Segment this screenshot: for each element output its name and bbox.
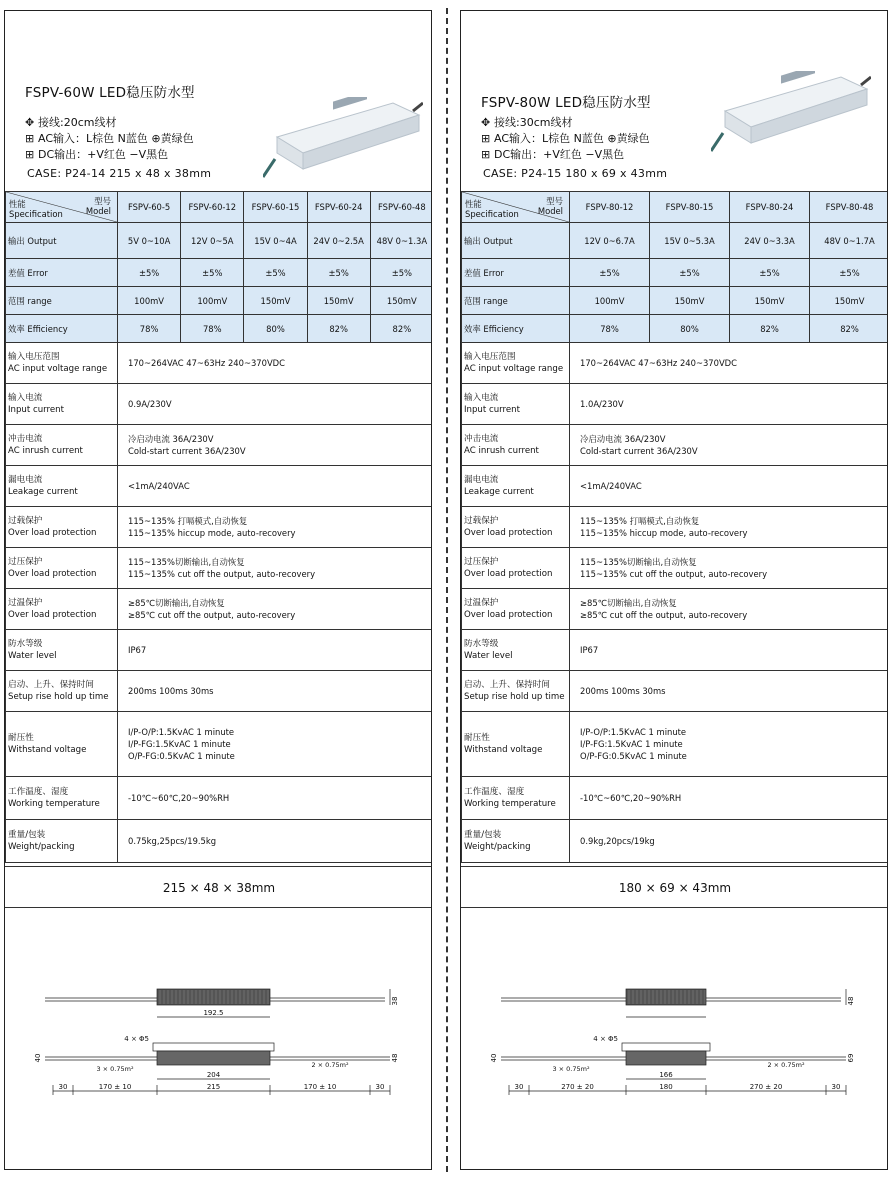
spec-value: ±5%: [307, 259, 370, 287]
spec-label: 差值 Error: [462, 259, 570, 287]
spec-label: 效率 Efficiency: [462, 315, 570, 343]
dim-height-top: 38: [391, 996, 399, 1006]
spec-value: 150mV: [244, 287, 307, 315]
wire-left-label: 3 × 0.75m²: [96, 1065, 134, 1073]
general-spec-row: [6, 466, 433, 507]
dim-d3: 180: [659, 1083, 673, 1091]
model-cell: FSPV-80-15: [650, 192, 730, 223]
spec-value: 200ms 100ms 30ms: [570, 671, 889, 712]
spec-label: 过载保护 Over load protection: [462, 507, 570, 548]
spec-value: IP67: [570, 630, 889, 671]
technical-drawing: [461, 971, 888, 1111]
general-spec-row: [6, 507, 433, 548]
feature-item: [25, 115, 194, 131]
spec-value: 冷启动电流 36A/230V Cold-start current 36A/230V: [570, 425, 889, 466]
grid-icon: ⊞: [25, 148, 35, 161]
spec-value: 82%: [370, 315, 432, 343]
spec-value: 115~135% 打嗝模式,自动恢复 115~135% hiccup mode, auto-recovery: [570, 507, 889, 548]
product-title: FSPV-60W LED稳压防水型: [25, 85, 195, 101]
spec-value: 115~135%切断输出,自动恢复 115~135% cut off the output, auto-recovery: [118, 548, 433, 589]
dim-d4: 170 ± 10: [303, 1083, 337, 1091]
spec-label: 耐压性 Withstand voltage: [462, 712, 570, 777]
output-spec-row: [6, 315, 433, 343]
model-cell: FSPV-60-48: [370, 192, 432, 223]
spec-value: ±5%: [650, 259, 730, 287]
model-cell: FSPV-60-15: [244, 192, 307, 223]
dim-d2: 270 ± 20: [561, 1083, 594, 1091]
dim-d5: 30: [375, 1083, 385, 1091]
spec-label: 重量/包装 Weight/packing: [462, 820, 570, 863]
dim-inner: 204: [206, 1071, 221, 1079]
model-caption: 型号 Model: [85, 196, 111, 216]
spec-value: 100mV: [570, 287, 650, 315]
spec-caption: 性能 Specification: [9, 199, 63, 219]
spec-label: 漏电电流 Leakage current: [462, 466, 570, 507]
spec-value: I/P-O/P:1.5KvAC 1 minute I/P-FG:1.5KvAC 1 minute O/P-FG:0.5KvAC 1 minute: [570, 712, 889, 777]
wiring-icon: ✥: [481, 116, 491, 129]
spec-label: 冲击电流 AC inrush current: [6, 425, 118, 466]
spec-value: -10℃~60℃,20~90%RH: [570, 777, 889, 820]
spec-value: 100mV: [118, 287, 181, 315]
feature-item: [25, 147, 194, 163]
model-header-row: [462, 192, 889, 223]
dim-d2: 170 ± 10: [98, 1083, 132, 1091]
spec-value: 115~135%切断输出,自动恢复 115~135% cut off the output, auto-recovery: [570, 548, 889, 589]
spec-value: ±5%: [370, 259, 432, 287]
output-spec-row: [462, 287, 889, 315]
general-spec-row: [6, 630, 433, 671]
spec-value: ±5%: [810, 259, 889, 287]
dimensions-box: [5, 866, 432, 908]
spec-value: 80%: [244, 315, 307, 343]
spec-value: 5V 0~10A: [118, 223, 181, 259]
spec-value: 170~264VAC 47~63Hz 240~370VDC: [118, 343, 433, 384]
spec-value: ±5%: [244, 259, 307, 287]
feature-item: [25, 131, 194, 147]
spec-value: 15V 0~4A: [244, 223, 307, 259]
model-cell: FSPV-80-12: [570, 192, 650, 223]
spec-value: 150mV: [730, 287, 810, 315]
spec-table: [5, 191, 432, 863]
spec-value: 150mV: [370, 287, 432, 315]
spec-label: 过温保护 Over load protection: [6, 589, 118, 630]
general-spec-row: [6, 425, 433, 466]
dim-holes: 4 × Φ5: [593, 1035, 618, 1043]
general-spec-row: [6, 548, 433, 589]
spec-value: 78%: [181, 315, 244, 343]
feature-text: 接线:30cm线材: [494, 116, 573, 129]
spec-value: ±5%: [118, 259, 181, 287]
header-corner-cell: [462, 192, 570, 223]
spec-value: 78%: [118, 315, 181, 343]
general-spec-row: [6, 712, 433, 777]
case-label: CASE: P24-14 215 x 48 x 38mm: [27, 167, 212, 180]
header-corner-cell: [6, 192, 118, 223]
spec-value: 150mV: [307, 287, 370, 315]
wire-right-label: 2 × 0.75m²: [311, 1061, 349, 1069]
feature-text: DC输出：+V红色 −V黑色: [494, 148, 625, 161]
output-spec-row: [6, 223, 433, 259]
spec-value: <1mA/240VAC: [118, 466, 433, 507]
spec-label: 过载保护 Over load protection: [6, 507, 118, 548]
spec-sheet-80w: [460, 10, 888, 1170]
feature-text: 接线:20cm线材: [38, 116, 117, 129]
spec-value: 12V 0~6.7A: [570, 223, 650, 259]
model-header-row: [6, 192, 433, 223]
general-spec-row: [462, 777, 889, 820]
spec-value: 78%: [570, 315, 650, 343]
general-spec-row: [6, 820, 433, 863]
spec-label: 范围 range: [462, 287, 570, 315]
grid-icon: ⊞: [481, 148, 491, 161]
feature-list: [481, 115, 650, 163]
product-image: [263, 97, 423, 187]
general-spec-row: [462, 425, 889, 466]
spec-value: 80%: [650, 315, 730, 343]
general-spec-row: [462, 712, 889, 777]
grid-icon: ⊞: [481, 132, 491, 145]
spec-value: ≥85℃切断输出,自动恢复 ≥85℃ cut off the output, auto-recovery: [118, 589, 433, 630]
spec-value: 12V 0~5A: [181, 223, 244, 259]
spec-value: I/P-O/P:1.5KvAC 1 minute I/P-FG:1.5KvAC 1 minute O/P-FG:0.5KvAC 1 minute: [118, 712, 433, 777]
spec-label: 输出 Output: [6, 223, 118, 259]
feature-list: [25, 115, 194, 163]
spec-label: 输入电流 Input current: [6, 384, 118, 425]
spec-value: 0.75kg,25pcs/19.5kg: [118, 820, 433, 863]
spec-value: 冷启动电流 36A/230V Cold-start current 36A/230V: [118, 425, 433, 466]
spec-value: 170~264VAC 47~63Hz 240~370VDC: [570, 343, 889, 384]
general-spec-row: [6, 671, 433, 712]
model-cell: FSPV-80-24: [730, 192, 810, 223]
general-spec-row: [6, 777, 433, 820]
spec-sheet-60w: [4, 10, 432, 1170]
model-caption: 型号 Model: [537, 196, 563, 216]
model-cell: FSPV-60-5: [118, 192, 181, 223]
spec-label: 启动、上升、保持时间 Setup rise hold up time: [462, 671, 570, 712]
spec-value: 0.9A/230V: [118, 384, 433, 425]
general-spec-row: [462, 548, 889, 589]
output-spec-row: [6, 287, 433, 315]
general-spec-row: [462, 466, 889, 507]
dim-d1: 30: [514, 1083, 524, 1091]
feature-item: [481, 131, 650, 147]
dim-height-right: 48: [391, 1053, 399, 1063]
spec-value: 82%: [730, 315, 810, 343]
spec-value: 200ms 100ms 30ms: [118, 671, 433, 712]
spec-value: 24V 0~2.5A: [307, 223, 370, 259]
model-cell: FSPV-60-24: [307, 192, 370, 223]
spec-label: 漏电电流 Leakage current: [6, 466, 118, 507]
output-spec-row: [462, 259, 889, 287]
spec-value: ±5%: [181, 259, 244, 287]
dim-d1: 30: [58, 1083, 68, 1091]
dimensions-box: [461, 866, 888, 908]
case-label: CASE: P24-15 180 x 69 x 43mm: [483, 167, 668, 180]
wire-left-label: 3 × 0.75m²: [552, 1065, 590, 1073]
spec-value: ±5%: [570, 259, 650, 287]
feature-text: DC输出：+V红色 −V黑色: [38, 148, 169, 161]
spec-value: 1.0A/230V: [570, 384, 889, 425]
dim-height-side: 40: [490, 1053, 498, 1063]
dim-d4: 270 ± 20: [749, 1083, 783, 1091]
grid-icon: ⊞: [25, 132, 35, 145]
dashed-divider: [446, 8, 448, 1172]
general-spec-row: [462, 343, 889, 384]
spec-value: 0.9kg,20pcs/19kg: [570, 820, 889, 863]
output-spec-row: [462, 315, 889, 343]
model-cell: FSPV-60-12: [181, 192, 244, 223]
wiring-icon: ✥: [25, 116, 35, 129]
dimensions-caption: 215 × 48 × 38mm: [162, 881, 276, 895]
general-spec-row: [462, 507, 889, 548]
product-title: FSPV-80W LED稳压防水型: [481, 95, 651, 111]
spec-table: [461, 191, 888, 863]
spec-label: 启动、上升、保持时间 Setup rise hold up time: [6, 671, 118, 712]
general-spec-row: [462, 630, 889, 671]
spec-label: 输入电压范围 AC input voltage range: [462, 343, 570, 384]
dim-height-right: 69: [847, 1053, 855, 1063]
feature-item: [481, 147, 650, 163]
spec-value: <1mA/240VAC: [570, 466, 889, 507]
wire-right-label: 2 × 0.75m²: [767, 1061, 805, 1069]
dim-d3: 215: [206, 1083, 221, 1091]
dim-holes: 4 × Φ5: [124, 1035, 149, 1043]
spec-value: -10℃~60℃,20~90%RH: [118, 777, 433, 820]
output-spec-row: [6, 259, 433, 287]
spec-label: 防水等级 Water level: [6, 630, 118, 671]
spec-label: 过温保护 Over load protection: [462, 589, 570, 630]
spec-label: 输入电压范围 AC input voltage range: [6, 343, 118, 384]
general-spec-row: [462, 589, 889, 630]
spec-label: 防水等级 Water level: [462, 630, 570, 671]
output-spec-row: [462, 223, 889, 259]
spec-label: 过压保护 Over load protection: [462, 548, 570, 589]
spec-label: 冲击电流 AC inrush current: [462, 425, 570, 466]
spec-label: 范围 range: [6, 287, 118, 315]
feature-item: [481, 115, 650, 131]
spec-caption: 性能 Specification: [465, 199, 519, 219]
dim-d5: 30: [831, 1083, 841, 1091]
spec-value: ±5%: [730, 259, 810, 287]
general-spec-row: [6, 343, 433, 384]
spec-label: 耐压性 Withstand voltage: [6, 712, 118, 777]
spec-value: IP67: [118, 630, 433, 671]
technical-drawing: [5, 971, 432, 1111]
product-image: [711, 71, 871, 161]
spec-value: 48V 0~1.7A: [810, 223, 889, 259]
spec-value: ≥85℃切断输出,自动恢复 ≥85℃ cut off the output, auto-recovery: [570, 589, 889, 630]
general-spec-row: [462, 671, 889, 712]
dim-inner: 166: [659, 1071, 673, 1079]
spec-label: 工作温度、湿度 Working temperature: [6, 777, 118, 820]
dimensions-caption: 180 × 69 × 43mm: [618, 881, 732, 895]
general-spec-row: [6, 589, 433, 630]
dim-top-length: 192.5: [203, 1009, 224, 1017]
dim-height-top: 48: [847, 996, 855, 1006]
spec-value: 150mV: [650, 287, 730, 315]
feature-text: AC输入：L棕色 N蓝色 ⊕黄绿色: [38, 132, 194, 145]
spec-label: 输入电流 Input current: [462, 384, 570, 425]
spec-value: 115~135% 打嗝模式,自动恢复 115~135% hiccup mode, auto-recovery: [118, 507, 433, 548]
spec-label: 工作温度、湿度 Working temperature: [462, 777, 570, 820]
spec-value: 82%: [810, 315, 889, 343]
spec-label: 差值 Error: [6, 259, 118, 287]
spec-value: 150mV: [810, 287, 889, 315]
spec-label: 效率 Efficiency: [6, 315, 118, 343]
spec-value: 48V 0~1.3A: [370, 223, 432, 259]
general-spec-row: [6, 384, 433, 425]
spec-label: 重量/包装 Weight/packing: [6, 820, 118, 863]
feature-text: AC输入：L棕色 N蓝色 ⊕黄绿色: [494, 132, 650, 145]
spec-value: 24V 0~3.3A: [730, 223, 810, 259]
spec-value: 100mV: [181, 287, 244, 315]
model-cell: FSPV-80-48: [810, 192, 889, 223]
spec-value: 15V 0~5.3A: [650, 223, 730, 259]
spec-label: 输出 Output: [462, 223, 570, 259]
spec-value: 82%: [307, 315, 370, 343]
general-spec-row: [462, 820, 889, 863]
spec-label: 过压保护 Over load protection: [6, 548, 118, 589]
dim-height-side: 40: [34, 1053, 42, 1063]
general-spec-row: [462, 384, 889, 425]
